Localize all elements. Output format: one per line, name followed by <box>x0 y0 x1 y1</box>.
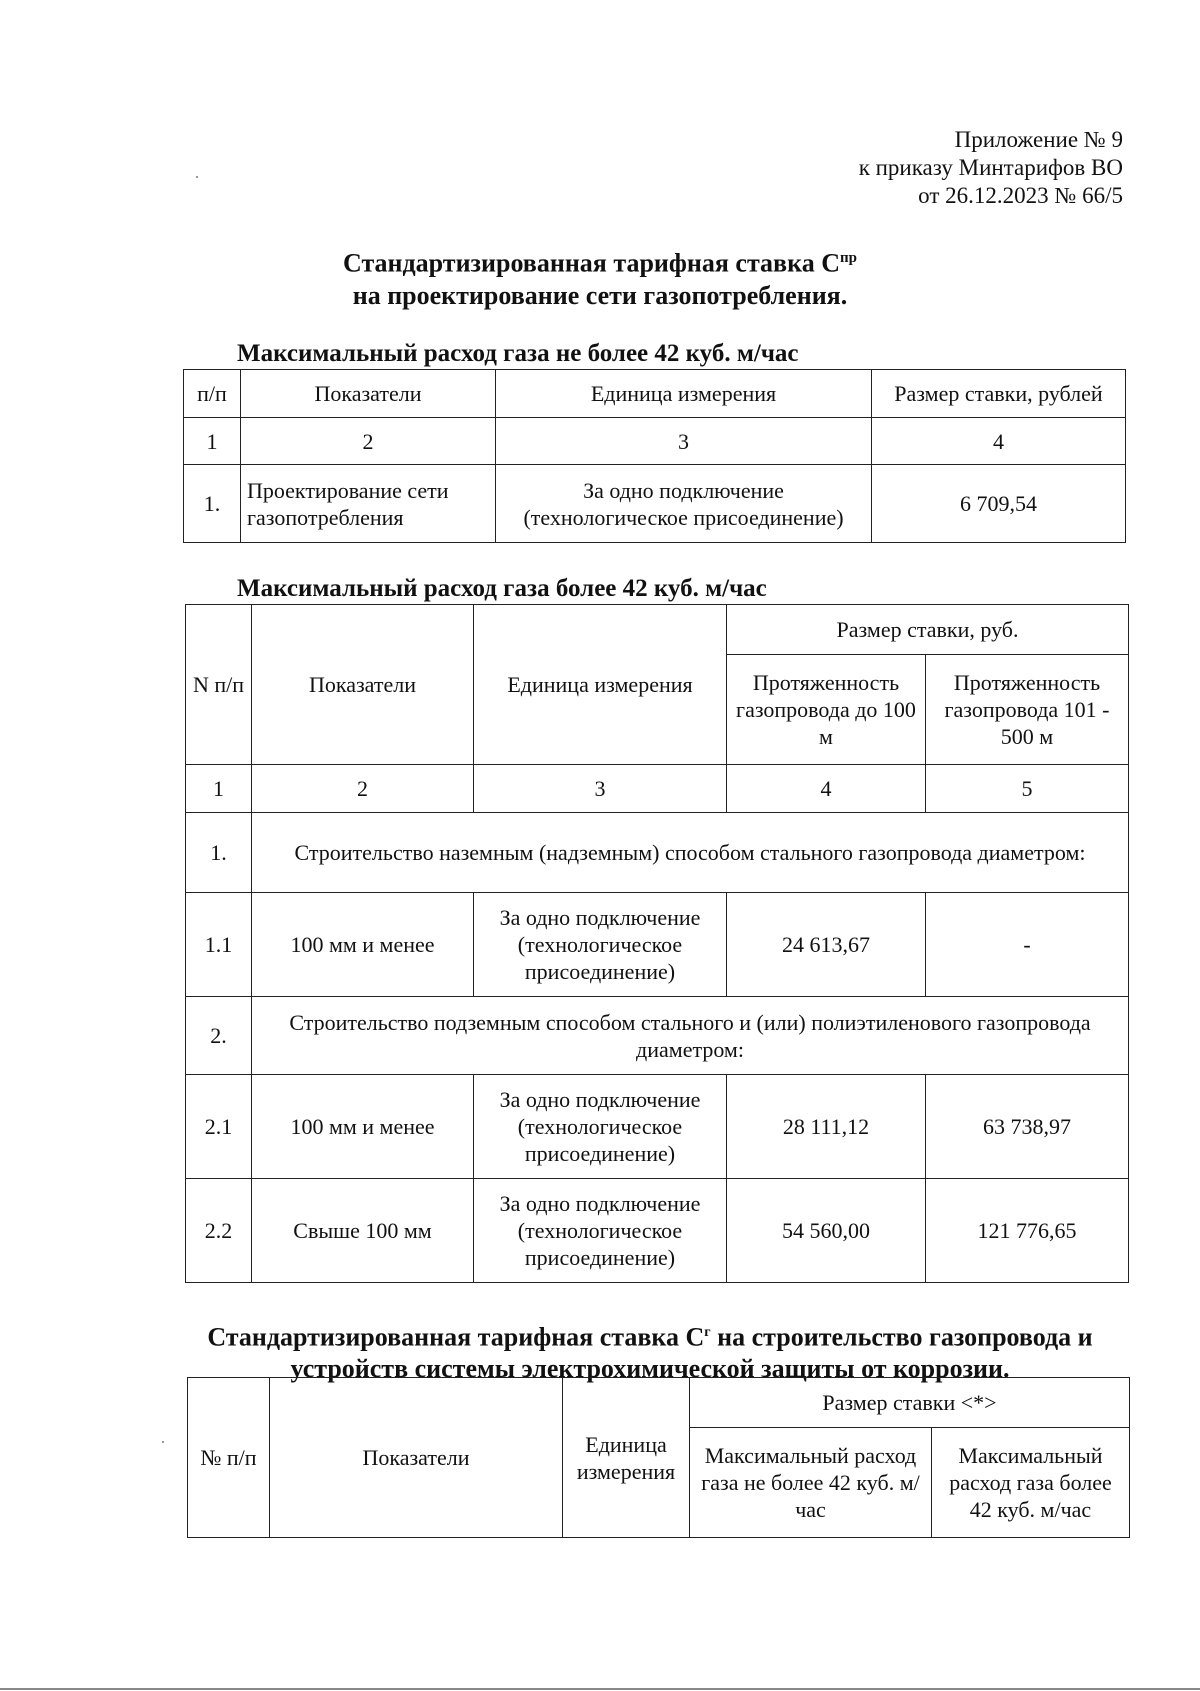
row-rate-2: - <box>926 893 1129 997</box>
header-rate-col2: Протяженность газопровода 101 - 500 м <box>926 655 1129 765</box>
numbering-cell: 1 <box>184 418 241 465</box>
group-number: 2. <box>186 997 252 1075</box>
row-rate-1: 28 111,12 <box>727 1075 926 1179</box>
group-title: Строительство подземным способом стального и (или) полиэтиленового газопровода диаметром: <box>252 997 1129 1075</box>
numbering-cell: 4 <box>727 765 926 813</box>
row-rate-2: 121 776,65 <box>926 1179 1129 1283</box>
header-indicator: Показатели <box>270 1378 563 1538</box>
row-number: 1. <box>184 465 241 543</box>
row-rate: 6 709,54 <box>872 465 1126 543</box>
row-rate-2: 63 738,97 <box>926 1075 1129 1179</box>
header-unit: Единица измерения <box>474 605 727 765</box>
header-rate-group: Размер ставки, руб. <box>727 605 1129 655</box>
row-unit: За одно подключение (технологическое присоединение) <box>474 893 727 997</box>
table-row <box>186 1075 1129 1179</box>
table-header-row <box>188 1378 1130 1428</box>
title-superscript: пр <box>839 250 857 266</box>
appendix-order: к приказу Минтарифов ВО <box>858 155 1123 180</box>
table-row <box>184 465 1126 543</box>
title-line-1-text: Стандартизированная тарифная ставка С <box>343 248 840 278</box>
header-cell: Показатели <box>241 370 496 418</box>
group-number: 1. <box>186 813 252 893</box>
table-numbering-row <box>186 765 1129 813</box>
scan-speck <box>196 176 198 178</box>
row-number: 2.2 <box>186 1179 252 1283</box>
table-row <box>186 1179 1129 1283</box>
numbering-cell: 2 <box>252 765 474 813</box>
header-cell: п/п <box>184 370 241 418</box>
appendix-date: от 26.12.2023 № 66/5 <box>918 183 1123 208</box>
section3-title-part2: на строительство газопровода и устройств системы электрохимической защиты от коррозии. <box>290 1322 1093 1383</box>
document-title <box>0 242 1200 312</box>
table-group-row <box>186 997 1129 1075</box>
page-bottom-edge <box>0 1688 1200 1690</box>
row-indicator: 100 мм и менее <box>252 893 474 997</box>
row-unit: За одно подключение (технологическое присоединение) <box>496 465 872 543</box>
row-number: 1.1 <box>186 893 252 997</box>
appendix-number: Приложение № 9 <box>954 127 1123 152</box>
table-numbering-row <box>184 418 1126 465</box>
numbering-cell: 1 <box>186 765 252 813</box>
row-rate-1: 54 560,00 <box>727 1179 926 1283</box>
header-rate-col1: Максимальный расход газа не более 42 куб. м/час <box>690 1428 932 1538</box>
header-cell: Размер ставки, рублей <box>872 370 1126 418</box>
header-cell: Единица измерения <box>496 370 872 418</box>
header-rate-group: Размер ставки <*> <box>690 1378 1130 1428</box>
header-num: № п/п <box>188 1378 270 1538</box>
header-unit: Единица измерения <box>563 1378 690 1538</box>
numbering-cell: 2 <box>241 418 496 465</box>
row-indicator: Проектирование сети газопотребления <box>241 465 496 543</box>
scan-speck <box>162 1441 164 1443</box>
pipeline-rate-table <box>187 1377 1130 1538</box>
row-unit: За одно подключение (технологическое присоединение) <box>474 1075 727 1179</box>
section3-title-superscript: г <box>704 1325 711 1340</box>
row-rate-1: 24 613,67 <box>727 893 926 997</box>
section3-title <box>160 1317 1140 1384</box>
header-num: N п/п <box>186 605 252 765</box>
table-header-row <box>186 605 1129 655</box>
title-line-1 <box>0 242 1200 280</box>
numbering-cell: 3 <box>496 418 872 465</box>
table-header-row <box>184 370 1126 418</box>
group-title: Строительство наземным (надземным) способом стального газопровода диаметром: <box>252 813 1129 893</box>
table-group-row <box>186 813 1129 893</box>
table-row <box>186 893 1129 997</box>
header-rate-col1: Протяженность газопровода до 100 м <box>727 655 926 765</box>
row-indicator: 100 мм и менее <box>252 1075 474 1179</box>
section3-title-part1: Стандартизированная тарифная ставка С <box>207 1322 705 1352</box>
section2-heading: Максимальный расход газа более 42 куб. м/час <box>237 575 767 602</box>
section1-heading: Максимальный расход газа не более 42 куб. м/час <box>237 340 799 367</box>
header-rate-col2: Максимальный расход газа более 42 куб. м/час <box>932 1428 1130 1538</box>
construction-rate-table <box>185 604 1129 1283</box>
numbering-cell: 4 <box>872 418 1126 465</box>
header-indicator: Показатели <box>252 605 474 765</box>
title-line-2: на проектирование сети газопотребления. <box>352 280 848 310</box>
numbering-cell: 3 <box>474 765 727 813</box>
row-number: 2.1 <box>186 1075 252 1179</box>
numbering-cell: 5 <box>926 765 1129 813</box>
row-indicator: Свыше 100 мм <box>252 1179 474 1283</box>
row-unit: За одно подключение (технологическое присоединение) <box>474 1179 727 1283</box>
appendix-reference <box>859 126 1123 210</box>
design-rate-table <box>183 369 1126 543</box>
